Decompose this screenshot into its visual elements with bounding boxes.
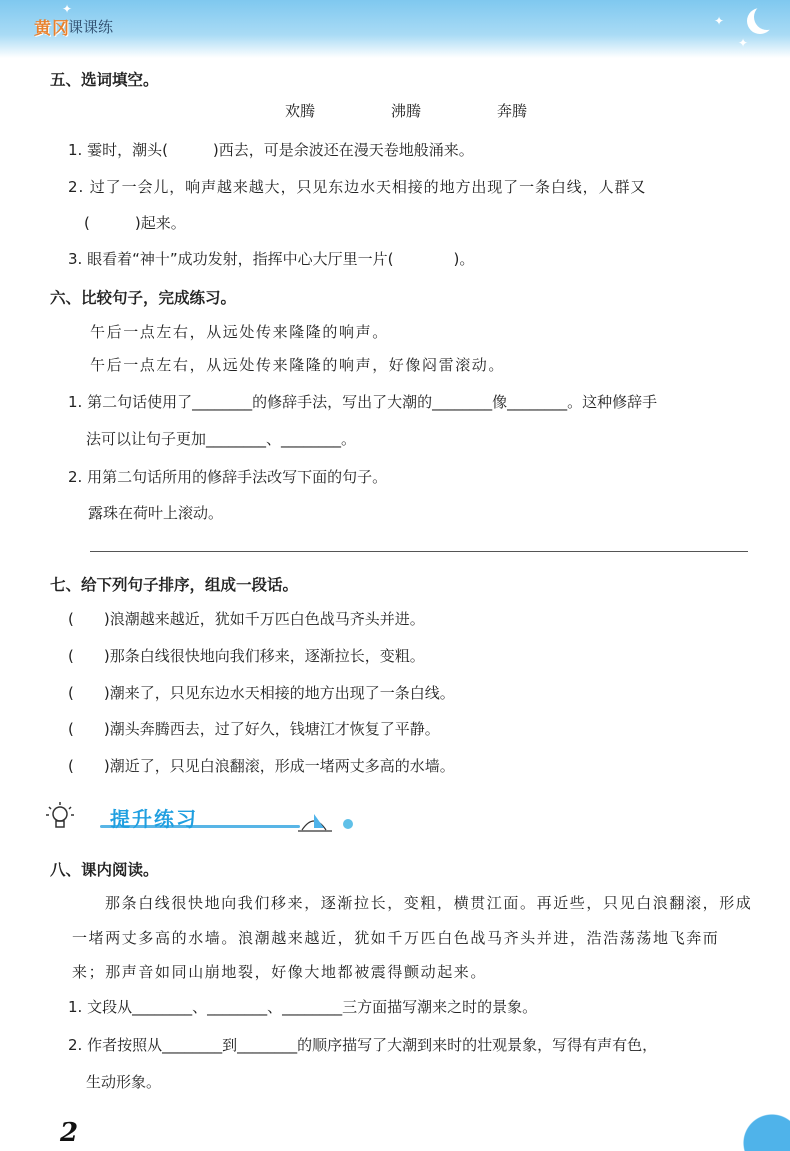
star-icon: ✦ (738, 36, 749, 50)
given-sentence: 露珠在荷叶上滚动。 (88, 504, 224, 522)
section-6-heading: 六、比较句子，完成练习。 (50, 289, 237, 307)
question-8-2-continued: 生动形象。 (86, 1073, 162, 1091)
order-item: ( )浪潮越来越近，犹如千万匹白色战马齐头并进。 (68, 610, 425, 628)
section-5-heading: 五、选词填空。 (50, 71, 159, 89)
order-item: ( )潮来了，只见东边水天相接的地方出现了一条白线。 (68, 684, 455, 702)
question-8-1: 1. 文段从________、________、________三方面描写潮来之时的景象。 (68, 998, 538, 1016)
question-8-2: 2. 作者按照从________到________的顺序描写了大潮到来时的壮观景象，写得有声有色， (68, 1036, 658, 1054)
reading-paragraph-line: 那条白线很快地向我们移来，逐渐拉长，变粗，横贯江面。再近些，只见白浪翻滚，形成 (105, 894, 753, 912)
question-6-1: 1. 第二句话使用了________的修辞手法，写出了大潮的________像________。这种修辞手 (68, 393, 658, 411)
moon-icon (754, 4, 780, 30)
page-header (0, 0, 790, 58)
question-5-2: 2. 过了一会儿，响声越来越大，只见东边水天相接的地方出现了一条白线，人群又 (68, 178, 647, 196)
word-option: 沸腾 (391, 102, 422, 120)
order-item: ( )那条白线很快地向我们移来，逐渐拉长，变粗。 (68, 647, 425, 665)
brand-logo: 黄冈 (34, 19, 70, 39)
practice-banner (40, 800, 400, 836)
banner-title: 提升练习 (110, 807, 198, 831)
reading-paragraph-line: 来；那声音如同山崩地裂，好像大地都被震得颤动起来。 (72, 963, 488, 981)
section-7-heading: 七、给下列句子排序，组成一段话。 (50, 576, 299, 594)
word-option: 奔腾 (497, 102, 528, 120)
question-6-1-continued: 法可以让句子更加________、________。 (86, 430, 357, 448)
question-5-1: 1. 霎时，潮头( )西去，可是余波还在漫天卷地般涌来。 (68, 141, 474, 159)
star-icon: ✦ (714, 14, 725, 28)
cloud-decoration (730, 1111, 790, 1151)
page-number: 2 (60, 1118, 79, 1148)
sailboat-icon (298, 806, 358, 834)
example-sentence-1: 午后一点左右，从远处传来隆隆的响声。 (90, 323, 389, 341)
reading-paragraph-line: 一堵两丈多高的水墙。浪潮越来越近，犹如千万匹白色战马齐头并进，浩浩荡荡地飞奔而 (72, 929, 720, 947)
answer-line (90, 551, 748, 552)
order-item: ( )潮近了，只见白浪翻滚，形成一堵两丈多高的水墙。 (68, 757, 455, 775)
question-6-2: 2. 用第二句话所用的修辞手法改写下面的句子。 (68, 468, 388, 486)
question-5-2-continued: ( )起来。 (84, 214, 186, 232)
example-sentence-2: 午后一点左右，从远处传来隆隆的响声，好像闷雷滚动。 (90, 356, 506, 374)
section-8-heading: 八、课内阅读。 (50, 861, 159, 879)
lightbulb-icon (40, 800, 74, 834)
question-5-3: 3. 眼看着“神十”成功发射，指挥中心大厅里一片( )。 (68, 250, 475, 268)
star-icon: ✦ (62, 2, 73, 16)
series-title: 课课练 (68, 18, 114, 36)
word-option: 欢腾 (285, 102, 316, 120)
order-item: ( )潮头奔腾西去，过了好久，钱塘江才恢复了平静。 (68, 720, 440, 738)
